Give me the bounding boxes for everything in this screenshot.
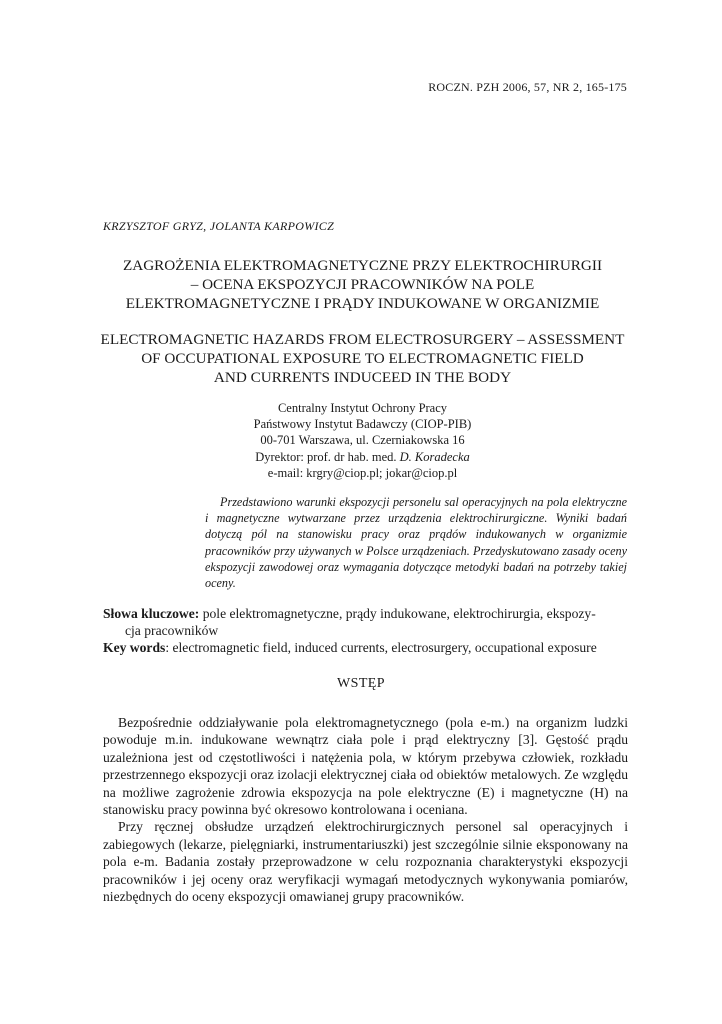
keywords-polish-text: pole elektromagnetyczne, prądy indukowane, elektrochirurgia, ekspozy- bbox=[199, 606, 596, 621]
director-prefix: Dyrektor: prof. dr hab. med. bbox=[255, 449, 400, 464]
title-english-line: AND CURRENTS INDUCEED IN THE BODY bbox=[213, 369, 512, 386]
keywords-english-text: : electromagnetic field, induced currents, electrosurgery, occupational exposure bbox=[165, 640, 597, 656]
journal-citation: ROCZN. PZH 2006, 57, NR 2, 165-175 bbox=[428, 80, 627, 94]
title-polish-line: ELEKTROMAGNETYCZNE I PRĄDY INDUKOWANE W ORGANIZMIE bbox=[125, 295, 600, 312]
keywords-polish bbox=[103, 605, 628, 622]
director-name: D. Koradecka bbox=[399, 449, 470, 464]
affiliation-institute-full: Państwowy Instytut Badawczy (CIOP-PIB) bbox=[253, 417, 472, 432]
title-english bbox=[90, 330, 635, 387]
affiliation-email: e-mail: krgry@ciop.pl; jokar@ciop.pl bbox=[267, 465, 458, 480]
title-polish bbox=[90, 256, 635, 313]
keywords-english-label: Key words bbox=[103, 640, 166, 656]
affiliation-institute: Centralny Instytut Ochrony Pracy bbox=[277, 401, 448, 415]
section-heading: WSTĘP bbox=[337, 676, 385, 691]
affiliation-address: 00-701 Warszawa, ul. Czerniakowska 16 bbox=[260, 433, 465, 448]
authors: KRZYSZTOF GRYZ, JOLANTA KARPOWICZ bbox=[103, 219, 335, 233]
keywords-block bbox=[103, 605, 628, 657]
body-paragraph: Przy ręcznej obsłudze urządzeń elektrochirurgicznych personel sal operacyjnych i zabiegowych (lekarze, pielęgniarki, instrumentariuszki) jest szczególnie silnie eksponowany na pola e-m. Badania zostały przeprowadzone w celu rozpoznania charakterystyki ekspozycji pracowników i jej oceny oraz weryfikacji wymagań metodycznych wykonywania pomiarów, niezbędnych do oceny ekspozycji omawianej grupy pracowników. bbox=[103, 819, 628, 905]
title-polish-line: ZAGROŻENIA ELEKTROMAGNETYCZNE PRZY ELEKTROCHIRURGII bbox=[122, 257, 603, 274]
title-polish-line: – OCENA EKSPOZYCJI PRACOWNIKÓW NA POLE bbox=[190, 276, 535, 293]
title-english-line: OF OCCUPATIONAL EXPOSURE TO ELECTROMAGNETIC FIELD bbox=[141, 350, 584, 367]
affiliation-director bbox=[200, 449, 525, 465]
keywords-english bbox=[103, 639, 628, 656]
keywords-polish-continuation: cja pracowników bbox=[125, 623, 219, 639]
section-body bbox=[103, 714, 628, 905]
keywords-polish-label: Słowa kluczowe: bbox=[103, 606, 200, 621]
body-paragraph: Bezpośrednie oddziaływanie pola elektromagnetycznego (pola e-m.) na organizm ludzki powoduje m.in. indukowane wewnątrz ciała pole i prąd elektryczny [3]. Gęstość prądu uzależniona jest od częstotliwości i natężenia pola, w którym przebywa człowiek, rozkładu przestrzennego ekspozycji oraz izolacji elektrycznej ciała od obiektów metalowych. Ze względu na możliwe zagrożenie zdrowia ekspozycja na pole elektryczne (E) i magnetyczne (H) na stanowisku pracy powinna być okresowo kontrolowana i oceniana. bbox=[103, 715, 628, 818]
abstract: Przedstawiono warunki ekspozycji personelu sal operacyjnych na pola elektryczne i magnetyczne wytwarzane przez urządzenia elektrochirurgiczne. Wyniki badań dotyczą pól na stanowisku pracy oraz prądów indukowanych w organizmie pracowników przy używanych w Polsce urządzeniach. Przedyskutowano zasady oceny ekspozycji zawodowej oraz wymagania dotyczące metodyki badań na potrzeby takiej oceny. bbox=[205, 495, 627, 591]
title-english-line: ELECTROMAGNETIC HAZARDS FROM ELECTROSURGERY – ASSESSMENT bbox=[100, 331, 625, 348]
affiliation bbox=[200, 400, 525, 481]
